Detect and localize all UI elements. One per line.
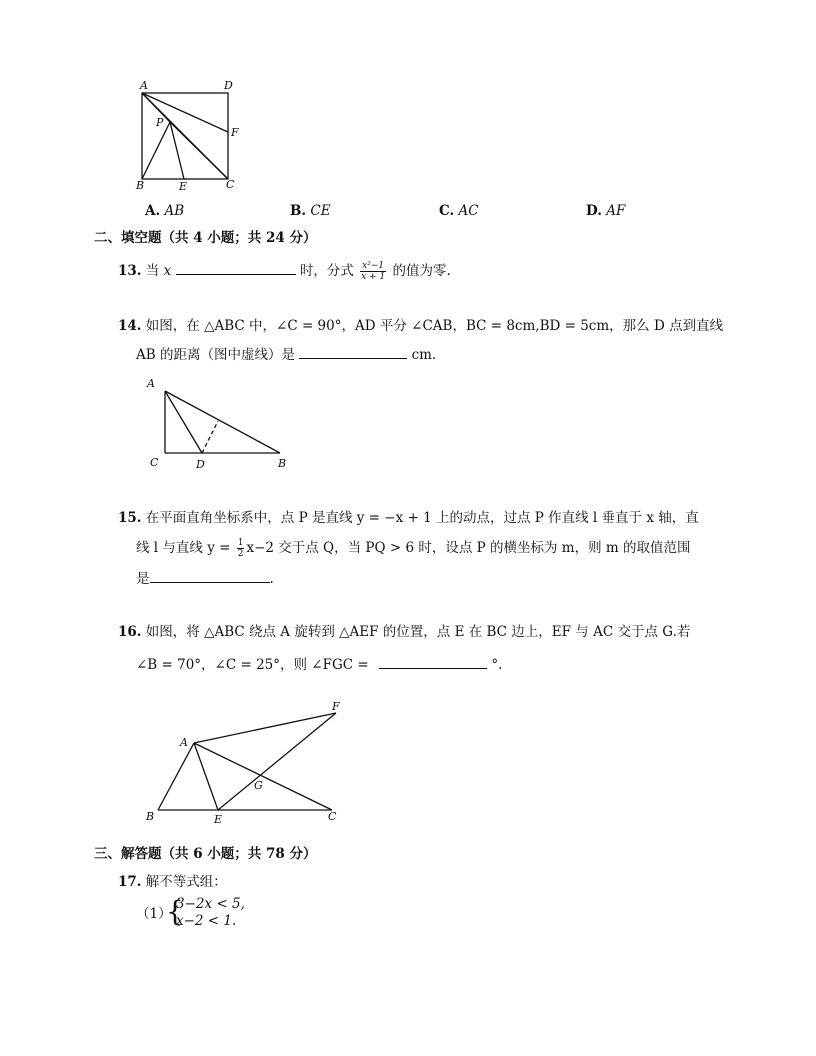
answer-blank-15[interactable]: [150, 568, 270, 583]
label-E: E: [179, 180, 188, 193]
q14-line1: 如图，在 △ABC 中，∠C = 90°，AD 平分 ∠CAB，BC = 8cm,BD = 5cm，那么 D 点到直线: [145, 318, 724, 334]
system-brace: {: [166, 895, 184, 928]
label-E: E: [214, 813, 223, 826]
segment-EF: [218, 713, 336, 810]
label-A: A: [140, 79, 148, 92]
segment-AF: [142, 93, 228, 132]
option-value: AF: [606, 203, 626, 219]
answer-blank-14[interactable]: [299, 344, 407, 359]
fraction-denominator: 2: [237, 549, 244, 559]
segment-PB: [142, 122, 170, 179]
q13-prefix: 当: [145, 263, 160, 279]
label-G: G: [254, 779, 263, 792]
question-17: [118, 872, 227, 892]
q14-line2-prefix: AB 的距离（图中虚线）是: [136, 347, 295, 363]
segment-PE: [170, 122, 184, 179]
label-D: D: [196, 458, 205, 470]
question-16-line2: [136, 654, 502, 675]
question-13: [118, 260, 451, 282]
q15-fraction: [237, 538, 245, 559]
triangle-figure-14: [144, 374, 294, 470]
option-value: CE: [310, 203, 331, 219]
label-A: A: [180, 736, 188, 749]
q17-eq1: 3−2x < 5,: [176, 896, 245, 912]
label-A: A: [147, 377, 155, 390]
label-C: C: [328, 810, 337, 823]
square-figure: [128, 76, 248, 194]
option-c: [439, 201, 479, 221]
label-D: D: [224, 79, 233, 92]
q15-line2-suffix: x−2 交于点 Q，当 PQ > 6 时，设点 P 的横坐标为 m，则 m 的取值范围: [246, 540, 691, 556]
option-letter: B.: [290, 203, 307, 219]
q16-line1: 如图，将 △ABC 绕点 A 旋转到 △AEF 的位置，点 E 在 BC 边上，EF 与 AC 交于点 G.若: [145, 624, 691, 640]
q16-line2-suffix: °.: [491, 657, 503, 673]
segment-AB: [165, 391, 280, 453]
question-14-line1: [118, 316, 723, 336]
label-P: P: [156, 116, 164, 129]
q13-suffix: 的值为零.: [392, 263, 451, 279]
q15-line3-prefix: 是: [136, 571, 150, 587]
q15-line3-suffix: .: [269, 571, 274, 587]
option-b: [290, 201, 331, 221]
q15-line2-prefix: 线 l 与直线 y =: [136, 540, 231, 556]
option-a: [145, 201, 184, 221]
dashed-distance: [202, 421, 218, 453]
q13-var: x: [163, 263, 172, 279]
q17-eq2: x−2 < 1.: [176, 913, 237, 929]
option-value: AB: [164, 203, 185, 219]
q17-title: 解不等式组：: [145, 874, 227, 890]
question-number: 15.: [118, 510, 142, 526]
question-number: 17.: [118, 874, 142, 890]
section-title-fill-blank: 二、填空题（共 4 小题；共 24 分）: [94, 230, 317, 246]
answer-blank-13[interactable]: [176, 260, 296, 275]
fraction-numerator: x²−1: [360, 261, 386, 272]
q14-line2-suffix: cm.: [411, 347, 437, 363]
question-number: 14.: [118, 318, 142, 334]
q13-middle: 时，分式: [299, 263, 354, 279]
label-B: B: [136, 179, 145, 192]
q13-fraction: [360, 261, 386, 282]
question-16-line1: [118, 622, 690, 642]
question-number: 13.: [118, 263, 142, 279]
q15-line1: 在平面直角坐标系中，点 P 是直线 y = −x + 1 上的动点，过点 P 作直线 l 垂直于 x 轴，直: [145, 510, 699, 526]
option-d: [586, 201, 625, 221]
fraction-denominator: x + 1: [361, 272, 386, 282]
option-letter: A.: [145, 203, 161, 219]
question-number: 16.: [118, 624, 142, 640]
option-value: AC: [458, 203, 479, 219]
segment-PC: [170, 122, 228, 179]
q16-line2-prefix: ∠B = 70°，∠C = 25°，则 ∠FGC =: [136, 657, 369, 673]
q17-part-label: （1）: [136, 906, 172, 922]
option-letter: C.: [439, 203, 455, 219]
fraction-numerator: 1: [237, 538, 244, 548]
label-C: C: [226, 178, 235, 191]
segment-AB: [158, 743, 194, 810]
label-B: B: [146, 810, 155, 823]
question-15-line2: [136, 538, 690, 559]
question-14-line2: [136, 344, 436, 365]
question-15-line1: [118, 508, 699, 528]
answer-blank-16[interactable]: [379, 654, 487, 669]
label-F: F: [332, 700, 340, 713]
question-15-line3: [136, 568, 274, 589]
segment-AF: [194, 713, 336, 743]
section-title-solve: 三、解答题（共 6 小题；共 78 分）: [94, 846, 317, 862]
label-C: C: [150, 456, 159, 469]
label-B: B: [278, 457, 287, 470]
option-letter: D.: [586, 203, 602, 219]
rotation-figure-16: [140, 696, 350, 828]
label-F: F: [231, 126, 239, 139]
